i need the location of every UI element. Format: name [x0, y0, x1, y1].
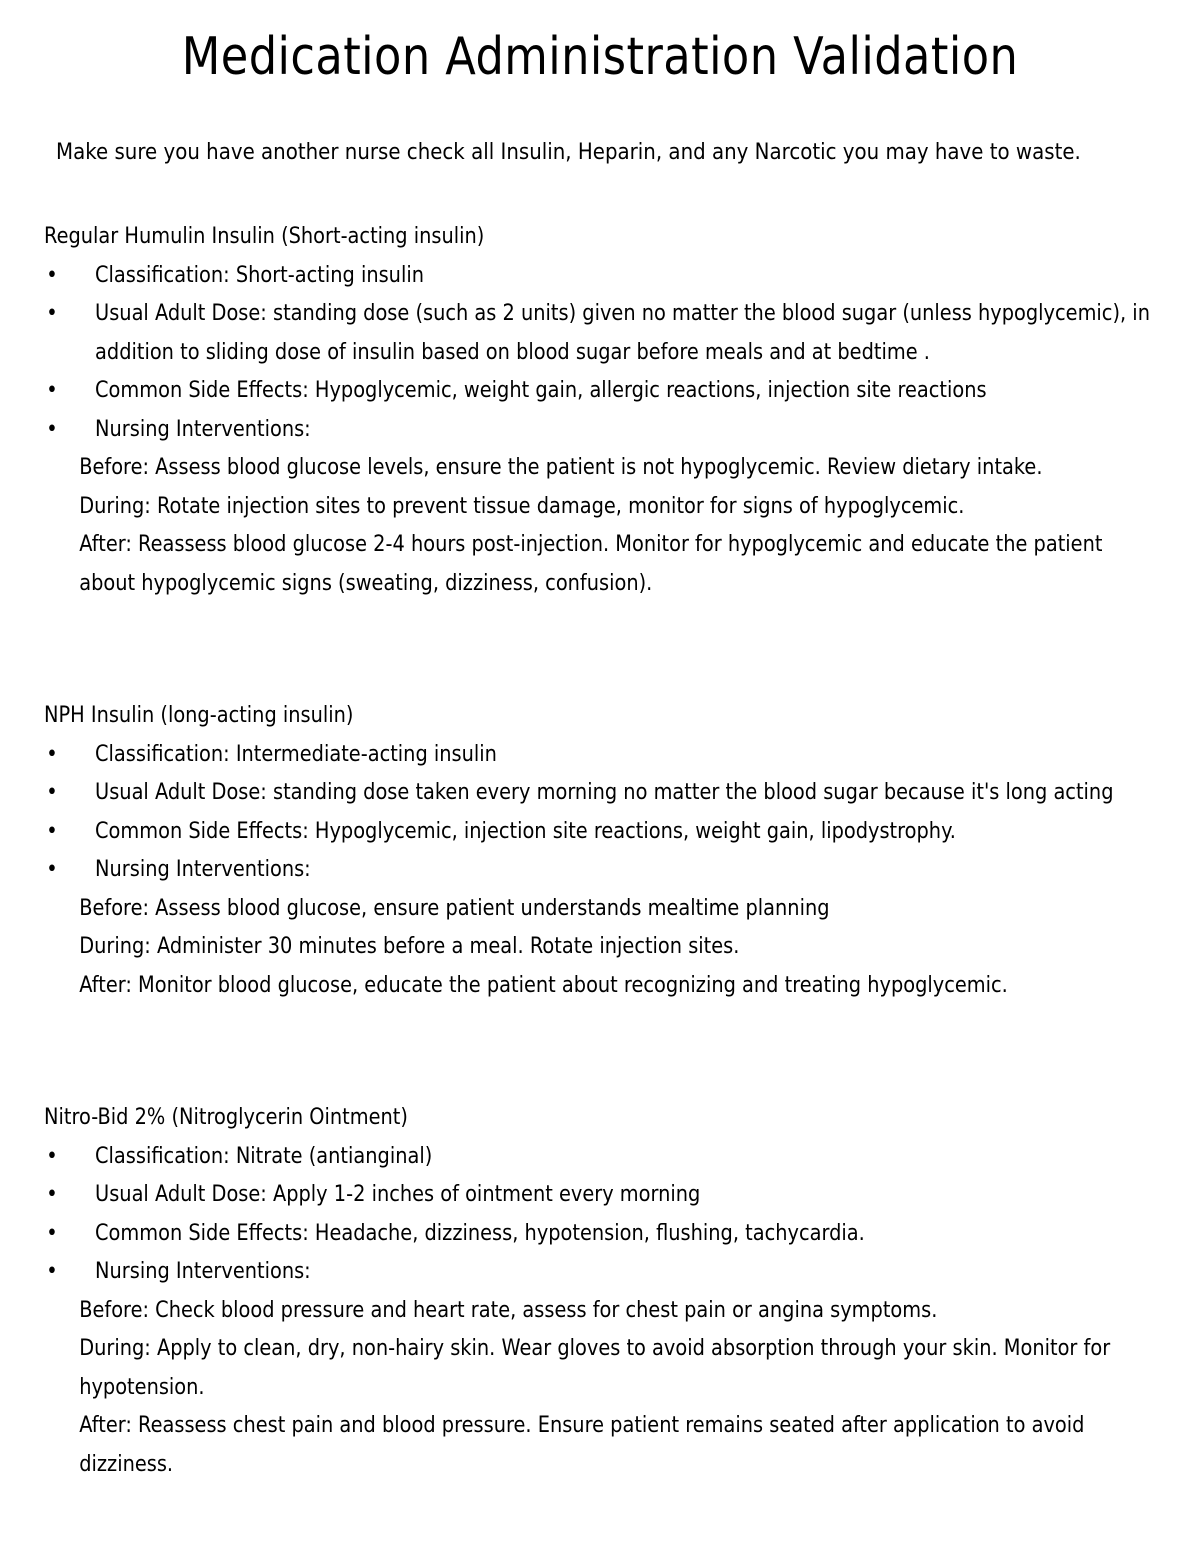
nursing-interventions-label: Nursing Interventions: [95, 857, 311, 882]
bullet-icon: • [46, 262, 58, 288]
list-item [44, 813, 1153, 852]
during-text: During: Apply to clean, dry, non-hairy skin. Wear gloves to avoid absorption through your skin. Monitor for hypotension. [79, 1336, 1111, 1400]
list-item [44, 1138, 1153, 1177]
after-text: After: Reassess chest pain and blood pressure. Ensure patient remains seated after application to avoid dizziness. [79, 1413, 1085, 1477]
drug-heading: Regular Humulin Insulin (Short-acting insulin) [44, 224, 485, 249]
drug-info-list [44, 257, 1153, 450]
before-text: Before: Check blood pressure and heart rate, assess for chest pain or angina symptoms. [79, 1297, 938, 1323]
drug-details [44, 257, 1153, 604]
side-effects-text: Common Side Effects: Headache, dizziness, hypotension, flushing, tachycardia. [95, 1220, 865, 1246]
list-item [44, 851, 1153, 890]
drug-section-nph-insulin [44, 697, 1154, 1005]
drug-details [44, 1138, 1153, 1485]
list-item [44, 1215, 1153, 1254]
drug-info-list [44, 736, 1153, 890]
list-item [44, 257, 1153, 296]
after-text: After: Monitor blood glucose, educate the patient about recognizing and treating hypoglycemic. [79, 972, 1008, 998]
drug-heading: NPH Insulin (long-acting insulin) [44, 703, 354, 728]
list-item [44, 774, 1153, 813]
dose-text: Usual Adult Dose: standing dose taken every morning no matter the blood sugar because it's long acting [95, 780, 1114, 805]
verification-note: Make sure you have another nurse check all Insulin, Heparin, and any Narcotic you may have to waste. [56, 140, 1081, 165]
classification-text: Classification: Nitrate (antianginal) [95, 1143, 433, 1169]
bullet-icon: • [46, 1182, 58, 1207]
dose-text: Usual Adult Dose: Apply 1-2 inches of ointment every morning [95, 1182, 701, 1207]
nursing-interventions-label: Nursing Interventions: [95, 1259, 311, 1284]
drug-section-nitro-bid [44, 1099, 1154, 1484]
list-item [44, 411, 1153, 450]
side-effects-text: Common Side Effects: Hypoglycemic, weight gain, allergic reactions, injection site reactions [95, 378, 987, 403]
drug-section-regular-insulin [44, 218, 1154, 603]
during-text: During: Rotate injection sites to prevent tissue damage, monitor for signs of hypoglycemic. [79, 493, 965, 519]
before-text: Before: Assess blood glucose levels, ensure the patient is not hypoglycemic. Review dietary intake. [79, 455, 1043, 480]
drug-info-list [44, 1138, 1153, 1292]
after-text: After: Reassess blood glucose 2-4 hours post-injection. Monitor for hypoglycemic and educate the patient about hypoglycemic signs (sweating, dizziness, confusion). [79, 532, 1103, 596]
drug-heading: Nitro-Bid 2% (Nitroglycerin Ointment) [44, 1105, 408, 1130]
bullet-icon: • [46, 416, 58, 442]
dose-text: Usual Adult Dose: standing dose (such as 2 units) given no matter the blood sugar (unless hypoglycemic), in addition to sliding dose of insulin based on blood sugar before meals and at bedtime . [95, 301, 1150, 365]
bullet-icon: • [46, 741, 58, 767]
bullet-icon: • [46, 857, 58, 882]
during-text: During: Administer 30 minutes before a meal. Rotate injection sites. [79, 934, 740, 959]
list-item [44, 1176, 1153, 1215]
classification-text: Classification: Short-acting insulin [95, 262, 424, 288]
classification-text: Classification: Intermediate-acting insulin [95, 741, 497, 767]
list-item [44, 372, 1153, 411]
drug-details [44, 736, 1153, 1006]
page-title: Medication Administration Validation [181, 27, 1019, 87]
bullet-icon: • [46, 780, 58, 805]
bullet-icon: • [46, 1143, 58, 1169]
before-text: Before: Assess blood glucose, ensure patient understands mealtime planning [79, 895, 830, 921]
bullet-icon: • [46, 301, 58, 326]
bullet-icon: • [46, 818, 58, 844]
list-item [44, 1253, 1153, 1292]
bullet-icon: • [46, 1220, 58, 1246]
list-item [44, 295, 1153, 372]
side-effects-text: Common Side Effects: Hypoglycemic, injection site reactions, weight gain, lipodystrophy. [95, 818, 956, 844]
nursing-interventions-label: Nursing Interventions: [95, 416, 311, 442]
bullet-icon: • [46, 378, 58, 403]
bullet-icon: • [46, 1259, 58, 1284]
list-item [44, 736, 1153, 775]
